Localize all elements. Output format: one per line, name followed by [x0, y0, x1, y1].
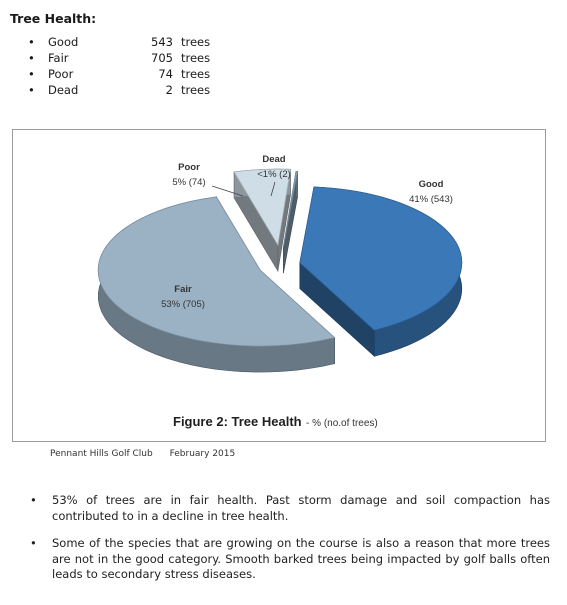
bullet-text: 53% of trees are in fair health. Past storm damage and soil compaction has contributed to in a decline in tree health. [52, 493, 550, 523]
item-unit: trees [181, 35, 211, 49]
page-footer [50, 449, 235, 459]
bullet-dot: • [28, 51, 35, 65]
summary-bullets [30, 493, 550, 595]
bullet-dot: • [28, 35, 35, 49]
item-unit: trees [181, 51, 211, 65]
slice-value-poor: 5% (74) [172, 177, 206, 188]
section-heading: Tree Health: [10, 11, 97, 26]
chart-title: Figure 2: Tree Health [173, 414, 302, 429]
pie-chart-figure [12, 129, 546, 442]
footer-date: February 2015 [169, 449, 236, 459]
item-label: Poor [48, 67, 74, 81]
slice-label-dead: Dead [262, 154, 286, 165]
chart-subtitle: - % (no.of trees) [306, 418, 378, 429]
list-item [30, 536, 550, 583]
bullet-dot: • [30, 536, 37, 550]
item-unit: trees [181, 83, 211, 97]
slice-label-good: Good [418, 179, 444, 190]
list-item [30, 493, 550, 524]
slice-value-dead: <1% (2) [257, 169, 291, 180]
item-count: 705 [151, 51, 173, 65]
item-count: 543 [151, 35, 173, 49]
bullet-dot: • [30, 493, 37, 507]
item-count: 74 [158, 67, 173, 81]
item-unit: trees [181, 67, 211, 81]
slice-value-good: 41% (543) [409, 194, 453, 205]
bullet-text: Some of the species that are growing on the course is also a reason that more trees are not in the good category. Smooth barked trees being impacted by golf balls often leads to secondary stress diseases. [52, 536, 550, 581]
footer-org: Pennant Hills Golf Club [50, 449, 153, 459]
pie-chart [13, 130, 545, 441]
item-label: Good [48, 35, 79, 49]
item-label: Fair [48, 51, 69, 65]
bullet-dot: • [28, 83, 35, 97]
slice-label-fair: Fair [174, 284, 192, 295]
item-label: Dead [48, 83, 79, 97]
item-count: 2 [165, 83, 173, 97]
slice-value-fair: 53% (705) [161, 299, 205, 310]
bullet-dot: • [28, 67, 35, 81]
slice-label-poor: Poor [178, 162, 200, 173]
chart-caption [173, 413, 378, 431]
